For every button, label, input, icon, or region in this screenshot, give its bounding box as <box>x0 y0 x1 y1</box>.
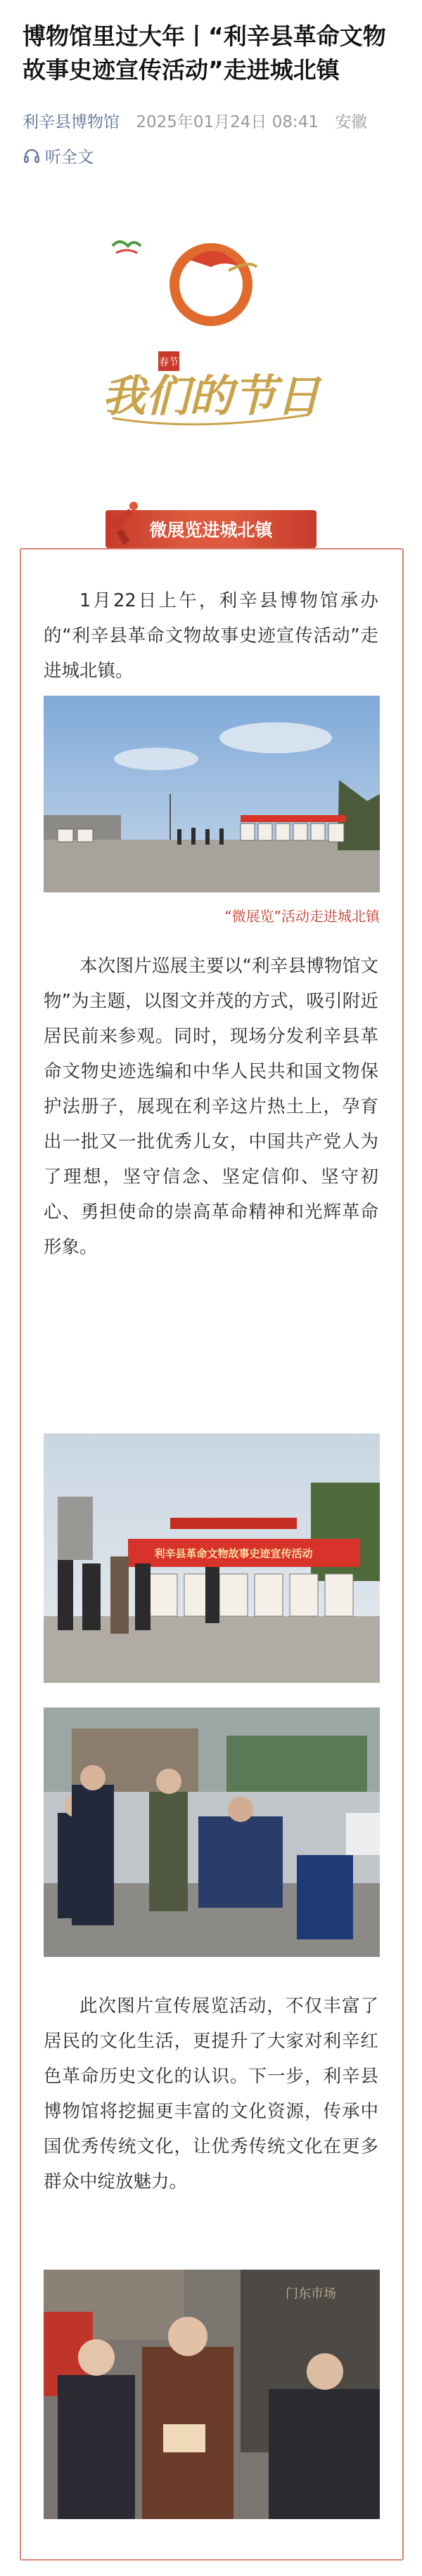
phoenix-emblem <box>174 248 257 321</box>
megaphone-icon <box>106 496 141 547</box>
account-name-link[interactable]: 利辛县博物馆 <box>23 113 120 131</box>
seal-text: 春节 <box>159 357 179 368</box>
photo-visitors-booth[interactable] <box>44 1433 380 1683</box>
section-tab-label: 微展览进城北镇 <box>149 520 273 540</box>
festival-banner <box>84 232 338 443</box>
chinese-seal-icon <box>158 351 179 371</box>
festival-title: 我们的节日 <box>101 370 321 422</box>
paragraph-conclusion: 此次图片宣传展览活动，不仅丰富了居民的文化生活，更提升了大家对利辛红色革命历史文化的认识。下一步，利辛县博物馆将挖掘更丰富的文化资源，传承中国优秀传统文化，让优秀传统文化在更多群众中绽放魅力。 <box>44 1996 378 2192</box>
article-meta <box>23 109 367 132</box>
paragraph-intro: 1月22日上午，利辛县博物馆承办的“利辛县革命文物故事史迹宣传活动”走进城北镇。 <box>44 590 378 682</box>
headphone-icon <box>23 147 41 165</box>
festival-logo-icon <box>113 242 141 253</box>
photo-caption: “微展览”活动走进城北镇 <box>224 908 380 925</box>
article-title: 博物馆里过大年丨“利辛县革命文物故事史迹宣传活动”走进城北镇 <box>23 22 386 84</box>
photo-exhibition-square[interactable] <box>44 696 380 892</box>
listen-full-text-button[interactable] <box>23 144 94 167</box>
photo-handing-out-booklets[interactable] <box>44 1707 380 1957</box>
booth-banner-text: 利辛县革命文物故事史迹宣传活动 <box>154 1547 313 1560</box>
photo-women-with-booklets[interactable] <box>44 2270 380 2519</box>
publish-date: 2025年01月24日 08:41 <box>136 113 319 131</box>
listen-label: 听全文 <box>45 148 94 167</box>
publish-region: 安徽 <box>335 113 368 131</box>
market-sign-text: 门东市场 <box>286 2286 336 2301</box>
paragraph-exhibition: 本次图片巡展主要以“利辛县博物馆文物”为主题，以图文并茂的方式，吸引附近居民前来参观。同时，现场分发利辛县革命文物史迹选编和中华人民共和国文物保护法册子，展现在利辛这片热土上，孕育出一批又一批优秀儿女，中国共产党人为了理想，坚守信念、坚定信仰、坚守初心、勇担使命的崇高革命精神和光辉革命形象。 <box>44 956 378 1258</box>
